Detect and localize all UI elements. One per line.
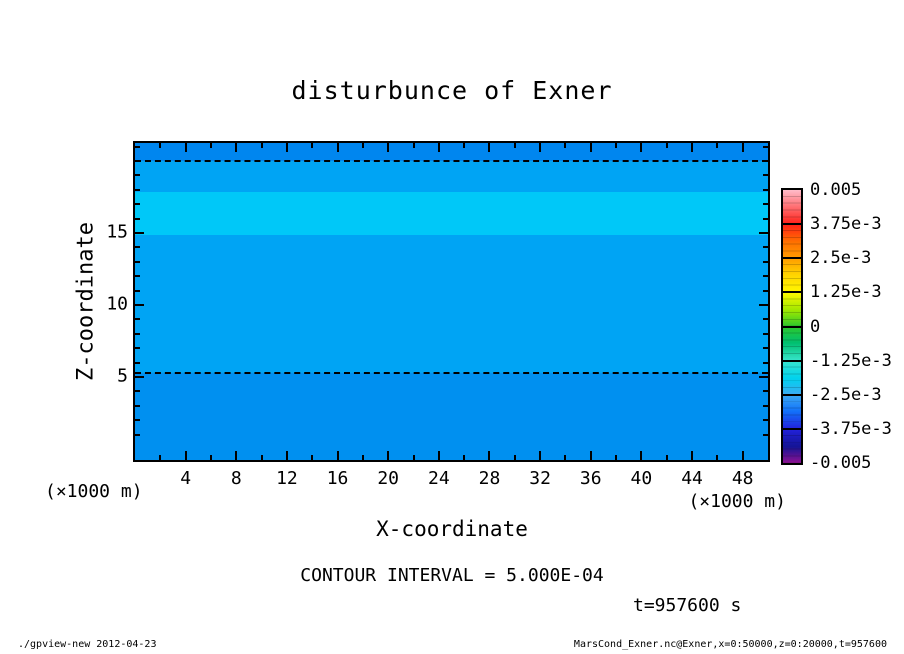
contour-band bbox=[135, 235, 768, 373]
y-axis-tick-right bbox=[759, 304, 768, 306]
y-axis-tick bbox=[135, 290, 140, 292]
contour-band bbox=[135, 161, 768, 192]
y-axis-tick bbox=[135, 333, 140, 335]
x-tick-label: 32 bbox=[529, 468, 551, 489]
y-axis-tick-right bbox=[763, 146, 768, 148]
x-axis-tick-top bbox=[590, 143, 592, 152]
colorbar-tick-label: -0.005 bbox=[810, 453, 872, 473]
y-axis-tick bbox=[135, 246, 140, 248]
x-axis-tick bbox=[716, 455, 718, 460]
x-axis-tick bbox=[640, 451, 642, 460]
x-axis-tick bbox=[666, 455, 668, 460]
colorbar-separator bbox=[783, 428, 801, 430]
y-axis-tick-right bbox=[763, 189, 768, 191]
y-axis-tick-right bbox=[763, 333, 768, 335]
y-axis-tick-right bbox=[763, 434, 768, 436]
y-axis-tick-right bbox=[763, 218, 768, 220]
y-axis-tick-right bbox=[763, 203, 768, 205]
chart-title: disturbunce of Exner bbox=[291, 76, 613, 105]
y-axis-tick-right bbox=[763, 261, 768, 263]
y-axis-tick-right bbox=[763, 246, 768, 248]
colorbar-separator bbox=[783, 360, 801, 362]
dashed-contour-line bbox=[135, 372, 768, 374]
x-tick-label: 4 bbox=[180, 468, 192, 489]
y-axis-tick-right bbox=[763, 362, 768, 364]
x-axis-tick bbox=[159, 455, 161, 460]
y-axis-title: Z-coordinate bbox=[73, 222, 99, 381]
time-label: t=957600 s bbox=[633, 595, 742, 616]
x-axis-tick bbox=[387, 451, 389, 460]
colorbar-separator bbox=[783, 291, 801, 293]
y-axis-tick bbox=[135, 160, 140, 162]
y-axis-tick bbox=[135, 232, 144, 234]
x-axis-tick-top bbox=[261, 143, 263, 148]
y-axis-tick bbox=[135, 304, 144, 306]
x-tick-label: 12 bbox=[276, 468, 298, 489]
x-axis-tick bbox=[311, 455, 313, 460]
y-axis-tick bbox=[135, 390, 140, 392]
x-axis-tick-top bbox=[691, 143, 693, 152]
x-axis-tick-top bbox=[413, 143, 415, 148]
y-axis-tick-right bbox=[763, 290, 768, 292]
y-axis-tick bbox=[135, 275, 140, 277]
x-axis-tick bbox=[286, 451, 288, 460]
y-axis-tick bbox=[135, 174, 140, 176]
contour-band bbox=[135, 143, 768, 161]
x-axis-tick bbox=[615, 455, 617, 460]
y-axis-tick-right bbox=[763, 174, 768, 176]
footer-source-text: MarsCond_Exner.nc@Exner,x=0:50000,z=0:20000,t=957600 bbox=[573, 639, 887, 650]
footer-command-text: ./gpview-new 2012-04-23 bbox=[18, 639, 157, 650]
dashed-contour-line bbox=[135, 160, 768, 162]
colorbar-tick-label: -1.25e-3 bbox=[810, 350, 892, 371]
colorbar-tick-label: -2.5e-3 bbox=[810, 384, 882, 405]
colorbar bbox=[781, 188, 803, 465]
y-axis-tick-right bbox=[763, 347, 768, 349]
x-axis-tick bbox=[488, 451, 490, 460]
x-tick-label: 24 bbox=[427, 468, 450, 489]
x-axis-tick-top bbox=[362, 143, 364, 148]
x-axis-tick bbox=[261, 455, 263, 460]
x-axis-tick bbox=[514, 455, 516, 460]
colorbar-tick-label: 2.5e-3 bbox=[810, 248, 872, 269]
x-axis-tick bbox=[337, 451, 339, 460]
x-tick-label: 16 bbox=[326, 468, 349, 489]
x-tick-label: 20 bbox=[377, 468, 400, 489]
x-axis-tick-top bbox=[463, 143, 465, 148]
y-axis-tick bbox=[135, 218, 140, 220]
x-axis-tick bbox=[235, 451, 237, 460]
x-axis-tick bbox=[438, 451, 440, 460]
y-axis-tick-right bbox=[763, 160, 768, 162]
y-axis-tick-right bbox=[763, 405, 768, 407]
colorbar-separator bbox=[783, 394, 801, 396]
contour-band bbox=[135, 192, 768, 235]
y-tick-label: 10 bbox=[106, 293, 128, 315]
x-axis-tick-top bbox=[387, 143, 389, 152]
x-axis-tick-top bbox=[286, 143, 288, 152]
x-axis-tick-top bbox=[438, 143, 440, 152]
colorbar-separator bbox=[783, 326, 801, 328]
y-axis-tick-right bbox=[763, 275, 768, 277]
x-axis-tick-top bbox=[742, 143, 744, 152]
x-axis-tick bbox=[210, 455, 212, 460]
colorbar-separator bbox=[783, 257, 801, 259]
x-axis-tick-top bbox=[539, 143, 541, 152]
x-axis-tick-top bbox=[640, 143, 642, 152]
x-axis-tick-top bbox=[159, 143, 161, 148]
colorbar-tick-label: 1.25e-3 bbox=[810, 282, 882, 303]
x-axis-tick bbox=[362, 455, 364, 460]
y-axis-tick-right bbox=[759, 376, 768, 378]
x-axis-tick-top bbox=[185, 143, 187, 152]
y-tick-label: 5 bbox=[117, 365, 128, 387]
x-tick-label: 36 bbox=[579, 468, 602, 489]
x-axis-tick-top bbox=[311, 143, 313, 148]
y-axis-tick bbox=[135, 261, 140, 263]
y-axis-tick bbox=[135, 318, 140, 320]
y-axis-unit-label: (×1000 m) bbox=[45, 481, 143, 502]
plot-area bbox=[135, 143, 768, 460]
x-axis-tick bbox=[590, 451, 592, 460]
x-axis-tick-top bbox=[564, 143, 566, 148]
x-axis-title: X-coordinate bbox=[376, 517, 528, 541]
x-axis-tick-top bbox=[666, 143, 668, 148]
contour-band bbox=[135, 373, 768, 460]
colorbar-separator bbox=[783, 223, 801, 225]
x-axis-tick-top bbox=[615, 143, 617, 148]
x-tick-label: 48 bbox=[731, 468, 754, 489]
y-axis-tick bbox=[135, 347, 140, 349]
x-axis-tick bbox=[564, 455, 566, 460]
x-axis-tick-top bbox=[488, 143, 490, 152]
y-axis-tick-right bbox=[763, 419, 768, 421]
y-axis-tick bbox=[135, 362, 140, 364]
colorbar-tick-label: 0.005 bbox=[810, 180, 862, 200]
x-axis-tick-top bbox=[514, 143, 516, 148]
x-axis-tick bbox=[185, 451, 187, 460]
x-tick-label: 28 bbox=[478, 468, 501, 489]
y-axis-tick bbox=[135, 434, 140, 436]
plot-frame bbox=[133, 141, 770, 462]
x-tick-label: 44 bbox=[681, 468, 703, 489]
x-axis-tick-top bbox=[210, 143, 212, 148]
y-axis-tick bbox=[135, 146, 140, 148]
y-axis-tick bbox=[135, 405, 140, 407]
colorbar-tick-label: 3.75e-3 bbox=[810, 214, 882, 235]
x-axis-tick-top bbox=[337, 143, 339, 152]
x-tick-label: 40 bbox=[630, 468, 653, 489]
x-axis-tick bbox=[691, 451, 693, 460]
y-axis-tick-right bbox=[759, 232, 768, 234]
x-axis-tick-top bbox=[716, 143, 718, 148]
y-axis-tick-right bbox=[763, 318, 768, 320]
x-axis-unit-label: (×1000 m) bbox=[688, 491, 786, 512]
x-axis-tick bbox=[742, 451, 744, 460]
x-tick-label: 8 bbox=[230, 468, 242, 489]
x-axis-tick-top bbox=[235, 143, 237, 152]
y-axis-tick-right bbox=[763, 390, 768, 392]
x-axis-tick bbox=[463, 455, 465, 460]
y-axis-tick bbox=[135, 203, 140, 205]
colorbar-tick-label: 0 bbox=[810, 316, 821, 337]
contour-interval-text: CONTOUR INTERVAL = 5.000E-04 bbox=[300, 565, 604, 586]
x-axis-tick bbox=[539, 451, 541, 460]
y-axis-tick bbox=[135, 376, 144, 378]
x-axis-tick bbox=[413, 455, 415, 460]
y-tick-label: 15 bbox=[106, 221, 128, 243]
y-axis-tick bbox=[135, 419, 140, 421]
y-axis-tick bbox=[135, 189, 140, 191]
colorbar-tick-label: -3.75e-3 bbox=[810, 418, 892, 439]
